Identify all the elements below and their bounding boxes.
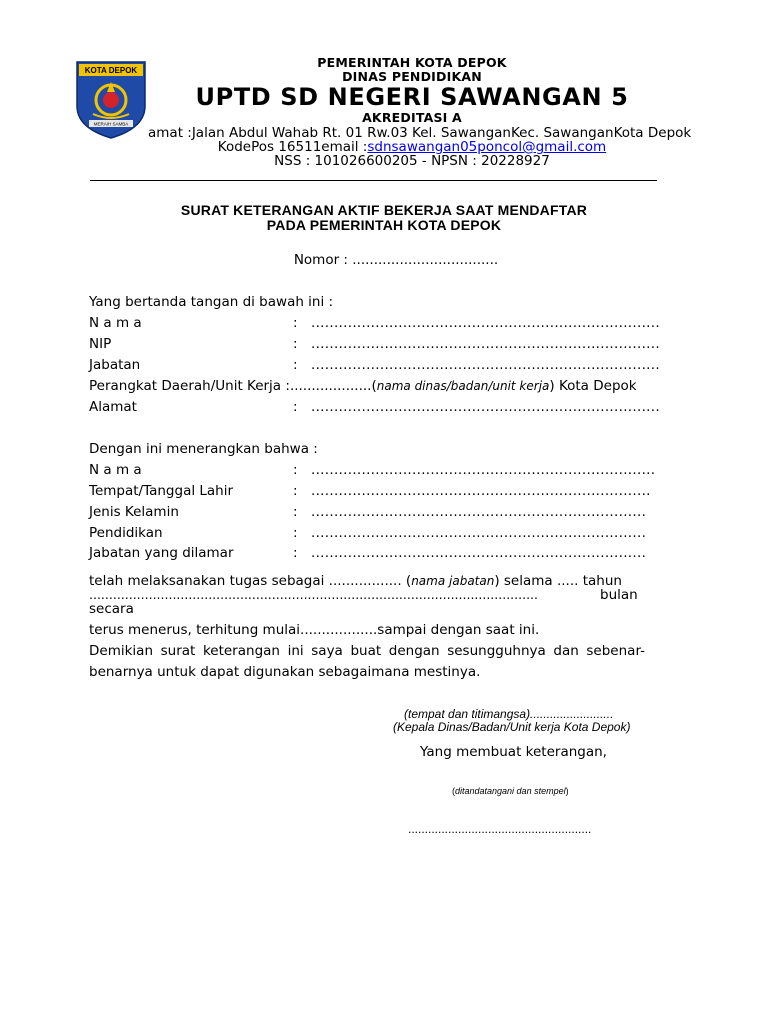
accreditation: AKREDITASI A (362, 110, 462, 125)
subject-applied-label: Jabatan yang dilamar (89, 545, 234, 561)
email-link[interactable]: sdnsawangan05poncol@gmail.com (367, 139, 607, 155)
statement-duration: ) selama ..... tahun (494, 573, 622, 589)
maker-label: Yang membuat keterangan, (420, 744, 607, 760)
statement-line3: terus menerus, terhitung mulai..................sampai dengan saat ini. (89, 622, 540, 638)
sign-instruction (452, 786, 569, 796)
subject-gender-label: Jenis Kelamin (89, 504, 179, 520)
signer-name-field[interactable]: ............................................................................ (311, 315, 660, 331)
signer-intro: Yang bertanda tangan di bawah ini : (89, 294, 334, 310)
signer-nip-colon: : (293, 336, 298, 352)
signer-unit-suffix: ) Kota Depok (549, 378, 637, 394)
header-gov: PEMERINTAH KOTA DEPOK (317, 55, 507, 70)
subject-education-label: Pendidikan (89, 525, 163, 541)
subject-birth-label: Tempat/Tanggal Lahir (89, 483, 234, 499)
doc-number: Nomor : .................................. (293, 252, 499, 268)
sign-hint: ditandatangani dan stempel (455, 786, 566, 796)
signer-position-label: Jabatan (89, 357, 141, 373)
subject-education-colon: : (293, 525, 298, 541)
signer-unit-label: Perangkat Daerah/Unit Kerja : (89, 378, 290, 394)
subject-birth-colon: : (293, 483, 298, 499)
subject-birth-field[interactable]: .......................................................................... (311, 483, 651, 499)
subject-education-field[interactable]: ......................................................................... (311, 525, 647, 541)
signer-address-field[interactable]: ............................................................................ (311, 399, 660, 415)
header-dept: DINAS PENDIDIKAN (342, 69, 482, 84)
subject-gender-field[interactable]: ......................................................................... (311, 504, 647, 520)
statement-line5: benarnya untuk dapat digunakan sebagaimana mestinya. (89, 664, 481, 680)
signer-nip-label: NIP (89, 336, 112, 352)
subject-applied-field[interactable]: ......................................................................... (311, 545, 647, 561)
signer-position-colon: : (293, 357, 298, 373)
subject-name-colon: : (293, 462, 298, 478)
school-address: amat :Jalan Abdul Wahab Rt. 01 Rw.03 Kel. SawanganKec. SawanganKota Depok (148, 125, 692, 141)
place-date-hint: (tempat dan titimangsa)......................... (404, 707, 614, 721)
school-name: UPTD SD NEGERI SAWANGAN 5 (195, 83, 629, 111)
logo-motto: MERAIH SAMBA (93, 121, 129, 127)
header-divider (90, 180, 657, 181)
sign-close: ) (565, 786, 569, 796)
signer-nip-field[interactable]: ............................................................................ (311, 336, 660, 352)
signer-unit-hint: nama dinas/badan/unit kerja (376, 379, 550, 393)
signer-name-label: N a m a (89, 315, 142, 331)
signer-address-label: Alamat (89, 399, 137, 415)
doc-title-line1: SURAT KETERANGAN AKTIF BEKERJA SAAT MENDAFTAR (180, 202, 588, 218)
statement-task-hint: nama jabatan (411, 574, 495, 588)
subject-gender-colon: : (293, 504, 298, 520)
statement-line2-suffix: bulan (600, 587, 638, 603)
signer-unit-field[interactable]: ...................( (289, 378, 377, 394)
statement-task: telah melaksanakan tugas sebagai ................. ( (89, 573, 412, 589)
doc-title-line2: PADA PEMERINTAH KOTA DEPOK (266, 217, 502, 233)
signer-address-colon: : (293, 399, 298, 415)
subject-applied-colon: : (293, 545, 298, 561)
postal-prefix: KodePos 16511email : (217, 139, 368, 155)
subject-name-field[interactable]: ........................................................................... (311, 462, 656, 478)
statement-line2b: secara (89, 601, 134, 617)
signer-name-line[interactable]: ....................................................... (408, 822, 592, 836)
logo-text: KOTA DEPOK (84, 66, 138, 75)
role-hint: (Kepala Dinas/Badan/Unit kerja Kota Depok) (393, 720, 631, 734)
school-ids: NSS : 101026600205 - NPSN : 20228927 (274, 153, 550, 169)
signer-name-colon: : (293, 315, 298, 331)
statement-line4: Demikian surat keterangan ini saya buat dengan sesungguhnya dan sebenar- (89, 643, 645, 659)
signer-unit-line (89, 378, 637, 394)
statement-line2-dots: ................................................................................................................. (89, 587, 538, 602)
signer-position-field[interactable]: ............................................................................ (311, 357, 660, 373)
sign-open: ( (452, 786, 455, 796)
subject-intro: Dengan ini menerangkan bahwa : (89, 441, 318, 457)
subject-name-label: N a m a (89, 462, 142, 478)
